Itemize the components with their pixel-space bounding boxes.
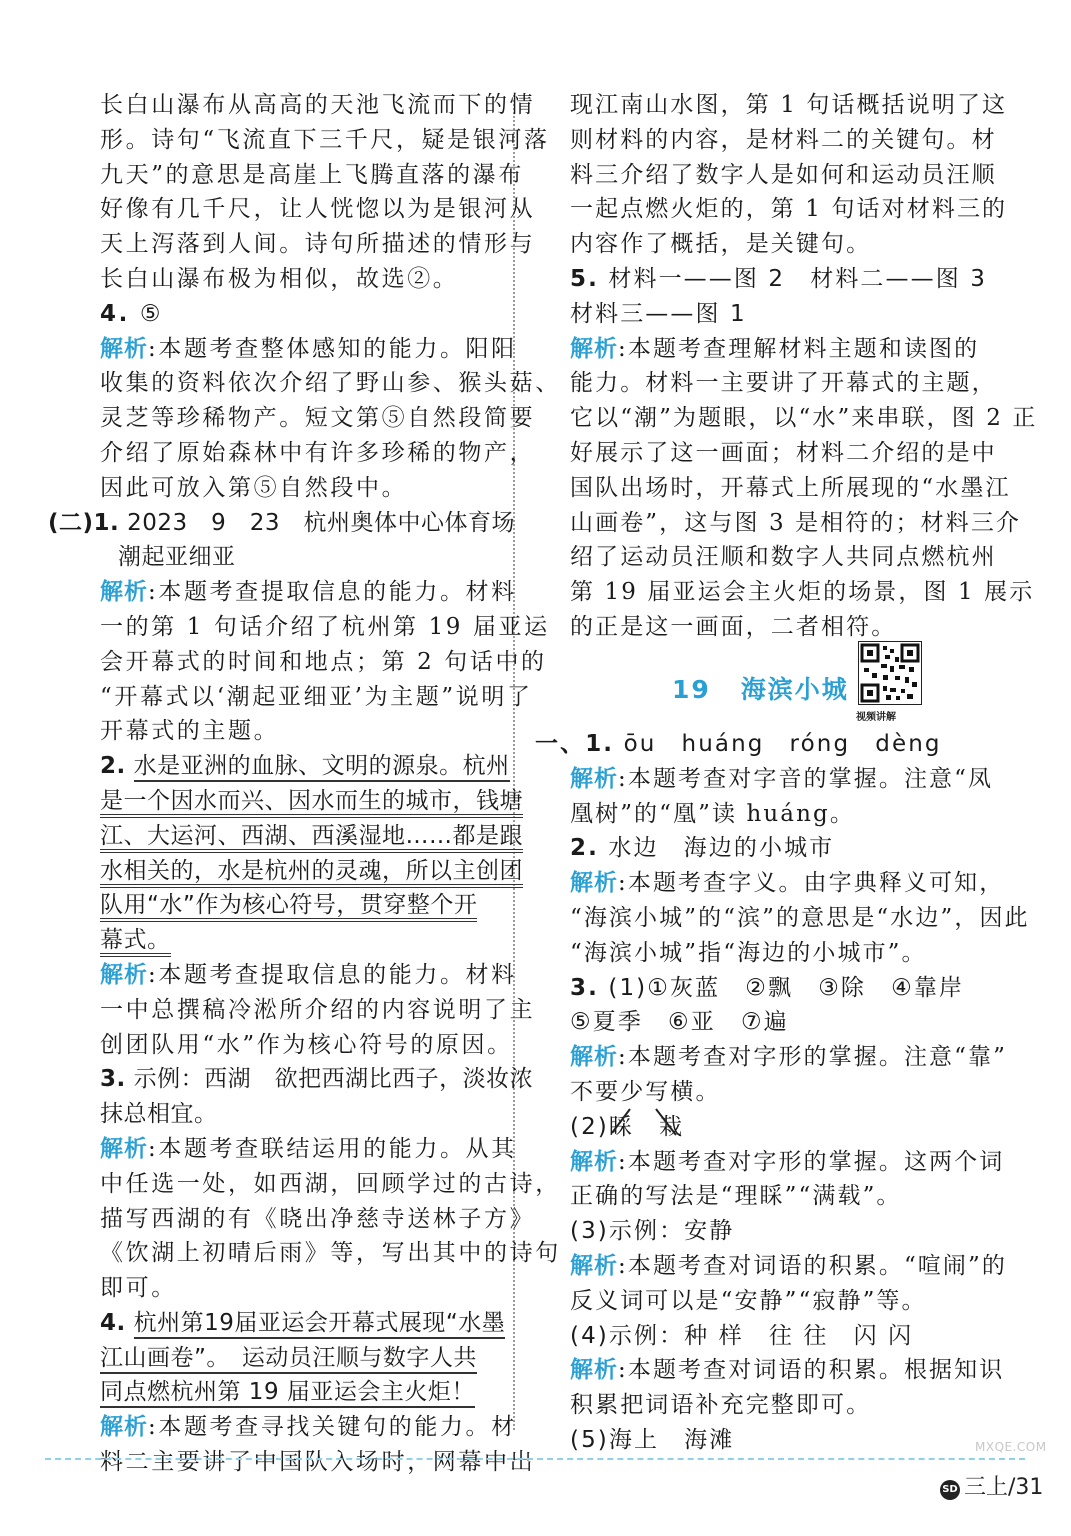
question-number: 3.	[100, 1066, 126, 1093]
section-2-answer-1	[48, 506, 516, 541]
text-line: 料三介绍了数字人是如何和运动员汪顺	[570, 161, 997, 188]
answer-text: 水边 海边的小城市	[608, 835, 835, 862]
analysis-line	[570, 1353, 1005, 1388]
underlined-answer: 水是亚洲的血脉、文明的源泉。杭州	[134, 753, 510, 782]
text-line: 介绍了原始森林中有许多珍稀的物产，	[100, 439, 536, 466]
text-line: “海滨小城”的“滨”的意思是“水边”，因此	[570, 904, 1030, 931]
analysis-text: :本题考查寻找关键句的能力。材	[148, 1414, 517, 1441]
answer-text: ōu huáng róng dèng	[623, 731, 942, 757]
jiexi-label: 解析	[100, 1414, 148, 1441]
text-line: 好展示了这一画面；材料二介绍的是中	[570, 439, 997, 466]
text-line: 积累把词语补充完整即可。	[570, 1392, 872, 1419]
text-line: 天上泻落到人间。诗句所描述的情形与	[100, 231, 536, 258]
jiexi-label: 解析	[570, 870, 618, 897]
answer-continuation: 潮起亚细亚	[118, 544, 236, 571]
text-line: 中任选一处，如西湖，回顾学过的古诗，	[100, 1170, 561, 1197]
answer-line	[100, 923, 498, 958]
analysis-line	[100, 958, 517, 993]
lesson-title: 海滨小城	[740, 675, 849, 704]
text-line: 收集的资料依次介绍了野山参、猴头菇、	[100, 370, 561, 397]
text-line: 能力。材料一主要讲了开幕式的主题，	[570, 370, 997, 397]
jiexi-label: 解析	[570, 1148, 618, 1175]
text-line: 不要少写横。	[570, 1078, 721, 1105]
analysis-line	[570, 1249, 1007, 1284]
analysis-line	[100, 1410, 517, 1445]
analysis-text: :本题考查字义。由字典释义可知，	[618, 870, 1005, 897]
question-number: 1.	[585, 731, 615, 757]
answer-text: 2023 9 23 杭州奥体中心体育场	[127, 509, 516, 536]
lesson-number: 19	[672, 675, 711, 704]
analysis-text: :本题考查整体感知的能力。阳阳	[148, 335, 517, 362]
text-line: 则材料的内容，是材料二的关键句。材	[570, 126, 997, 153]
text-line: 因此可放入第⑤自然段中。	[100, 474, 408, 501]
text-line: “海滨小城”指“海边的小城市”。	[570, 939, 927, 966]
analysis-line	[100, 332, 517, 367]
answer-3-4: (4)示例：种 样 往 往 闪 闪	[570, 1322, 914, 1349]
corrected-characters: (2)睬 栽	[570, 1113, 685, 1140]
text-line: 一的第 1 句话介绍了杭州第 19 届亚运	[100, 613, 550, 640]
watermark: MXQE.COM	[975, 1440, 1047, 1454]
analysis-line	[570, 1145, 1005, 1180]
jiexi-label: 解析	[100, 1135, 148, 1162]
text-line: 即可。	[100, 1275, 177, 1302]
answer-continuation: 抹总相宜。	[100, 1101, 218, 1128]
text-line: 正确的写法是“理睬”“满载”。	[570, 1183, 902, 1210]
page-footer	[940, 1470, 1043, 1501]
answer-line	[100, 1375, 498, 1410]
text-line: 的正是这一画面，二者相符。	[570, 613, 897, 640]
answer-2	[100, 749, 510, 784]
underlined-answer: 杭州第19届亚运会开幕式展现“水墨	[134, 1310, 506, 1339]
analysis-text: :本题考查对词语的积累。“喧闹”的	[618, 1252, 1007, 1279]
analysis-text: :本题考查提取信息的能力。材料	[148, 579, 517, 606]
bottom-rule	[45, 1458, 1025, 1460]
analysis-line	[570, 762, 994, 797]
double-underlined-answer: 是一个因水而兴、因水而生的城市，钱塘	[100, 788, 523, 818]
answer-4b	[100, 1306, 506, 1341]
answer-line	[100, 888, 498, 923]
answer-text: 材料一——图 2 材料二——图 3	[608, 265, 987, 292]
underlined-answer: 同点燃杭州第 19 届亚运会主火炬！	[100, 1379, 475, 1408]
text-line: 第 19 届亚运会主火炬的场景，图 1 展示	[570, 579, 1035, 606]
answer-line	[100, 1341, 498, 1376]
double-underlined-answer: 水相关的，水是杭州的灵魂，所以主创团	[100, 858, 523, 888]
answer-text: 示例：西湖 欲把西湖比西子，淡妆浓	[133, 1066, 534, 1093]
answer-3-3: (3)示例：安静	[570, 1218, 735, 1245]
analysis-line	[100, 575, 517, 610]
text-line: 灵芝等珍稀物产。短文第⑤自然段简要	[100, 405, 536, 432]
text-line: 好像有几千尺，让人恍惚以为是银河从	[100, 196, 536, 223]
text-line: 国队出场时，开幕式上所展现的“水墨江	[570, 474, 1011, 501]
text-line: 会开幕式的时间和地点；第 2 句话中的	[100, 648, 547, 675]
analysis-text: :本题考查对字音的掌握。注意“凤	[618, 765, 994, 792]
question-number: 2.	[100, 753, 126, 780]
text-line: 形。诗句“飞流直下三千尺，疑是银河落	[100, 126, 550, 153]
text-line: 反义词可以是“安静”“寂静”等。	[570, 1287, 927, 1314]
answer-text: ⑤	[139, 300, 164, 327]
answer-text: (1)①灰蓝 ②飘 ③除 ④靠岸	[608, 974, 965, 1001]
answer-4	[100, 297, 498, 332]
text-line: 山画卷”，这与图 3 是相符的；材料三介	[570, 509, 1022, 536]
text-line: “开幕式以‘潮起亚细亚’为主题”说明了	[100, 683, 533, 710]
text-line: 开幕式的主题。	[100, 718, 280, 745]
answer-2	[570, 831, 980, 866]
text-line: 它以“潮”为题眼，以“水”来串联，图 2 正	[570, 405, 1038, 432]
left-column	[48, 88, 561, 1480]
sd-badge-icon: SD	[940, 1480, 960, 1500]
question-number: 5.	[570, 265, 599, 292]
jiexi-label: 解析	[100, 961, 148, 988]
text-line: 描写西湖的有《晓出净慈寺送林子方》	[100, 1205, 536, 1232]
underlined-answer: 江山画卷”。 运动员汪顺与数字人共	[100, 1345, 477, 1374]
jiexi-label: 解析	[100, 335, 148, 362]
text-line: 一起点燃火炬的，第 1 句话对材料三的	[570, 196, 1008, 223]
answer-line	[100, 784, 523, 819]
jiexi-label: 解析	[100, 579, 148, 606]
jiexi-label: 解析	[570, 1044, 618, 1071]
jiexi-label: 解析	[570, 335, 618, 362]
question-number: 1.	[93, 509, 120, 536]
answer-continuation: 材料三——图 1	[570, 300, 747, 327]
part-1-answer-1	[535, 727, 980, 762]
text-line: 九天”的意思是高崖上飞腾直落的瀑布	[100, 161, 524, 188]
answer-3	[570, 971, 980, 1006]
text-line: 现江南山水图，第 1 句话概括说明了这	[570, 92, 1008, 118]
analysis-line	[570, 332, 980, 367]
analysis-text: :本题考查提取信息的能力。材料	[148, 961, 517, 988]
answer-line	[100, 854, 523, 889]
question-number: 2.	[570, 835, 599, 862]
analysis-text: :本题考查联结运用的能力。从其	[148, 1135, 517, 1162]
text-line: 一中总撰稿冷淞所介绍的内容说明了主	[100, 996, 536, 1023]
question-number: 4.	[100, 1309, 126, 1336]
text-line: 料二主要讲了中国队入场时，网幕中出	[100, 1449, 536, 1476]
jiexi-label: 解析	[570, 1252, 618, 1279]
double-underlined-answer: 队用“水”作为核心符号，贯穿整个开	[100, 892, 477, 922]
answer-3-5: (5)海上 海滩	[570, 1426, 735, 1453]
double-underlined-answer: 幕式。	[100, 927, 171, 957]
qr-caption: 视频讲解	[856, 712, 896, 723]
text-line: 凰树”的“凰”读 huáng。	[570, 800, 855, 827]
strike-marks	[600, 1103, 690, 1143]
text-line: 创团队用“水”作为核心符号的原因。	[100, 1031, 513, 1058]
answer-3	[100, 1062, 534, 1097]
analysis-line	[570, 1040, 1007, 1075]
analysis-text: :本题考查对字形的掌握。注意“靠”	[618, 1044, 1007, 1071]
analysis-line	[570, 866, 1005, 901]
page-number: 三上/31	[964, 1475, 1044, 1500]
text-line: 长白山瀑布从高高的天池飞流而下的情	[100, 92, 536, 118]
text-line: 内容作了概括，是关键句。	[570, 231, 872, 258]
answer-line	[100, 819, 523, 854]
double-underlined-answer: 江、大运河、西湖、西溪湿地……都是跟	[100, 823, 523, 853]
section-label: 一、	[535, 731, 586, 757]
text-line: 绍了运动员汪顺和数字人共同点燃杭州	[570, 544, 997, 571]
section-label: (二)	[48, 509, 94, 536]
jiexi-label: 解析	[570, 765, 618, 792]
analysis-text: :本题考查对字形的掌握。这两个词	[618, 1148, 1005, 1175]
lesson-heading	[672, 670, 849, 706]
text-line: 《饮湖上初晴后雨》等，写出其中的诗句	[100, 1240, 561, 1267]
jiexi-label: 解析	[570, 1357, 618, 1384]
analysis-text: :本题考查理解材料主题和读图的	[618, 335, 980, 362]
answer-5	[570, 262, 987, 297]
answer-continuation: ⑤夏季 ⑥亚 ⑦遍	[570, 1009, 789, 1036]
analysis-line	[100, 1132, 517, 1167]
question-number: 3.	[570, 974, 599, 1001]
question-number: 4.	[100, 300, 130, 327]
right-column	[570, 88, 1038, 645]
qr-code-icon[interactable]	[858, 641, 922, 705]
text-line: 长白山瀑布极为相似，故选②。	[100, 265, 459, 292]
analysis-text: :本题考查对词语的积累。根据知识	[618, 1357, 1005, 1384]
